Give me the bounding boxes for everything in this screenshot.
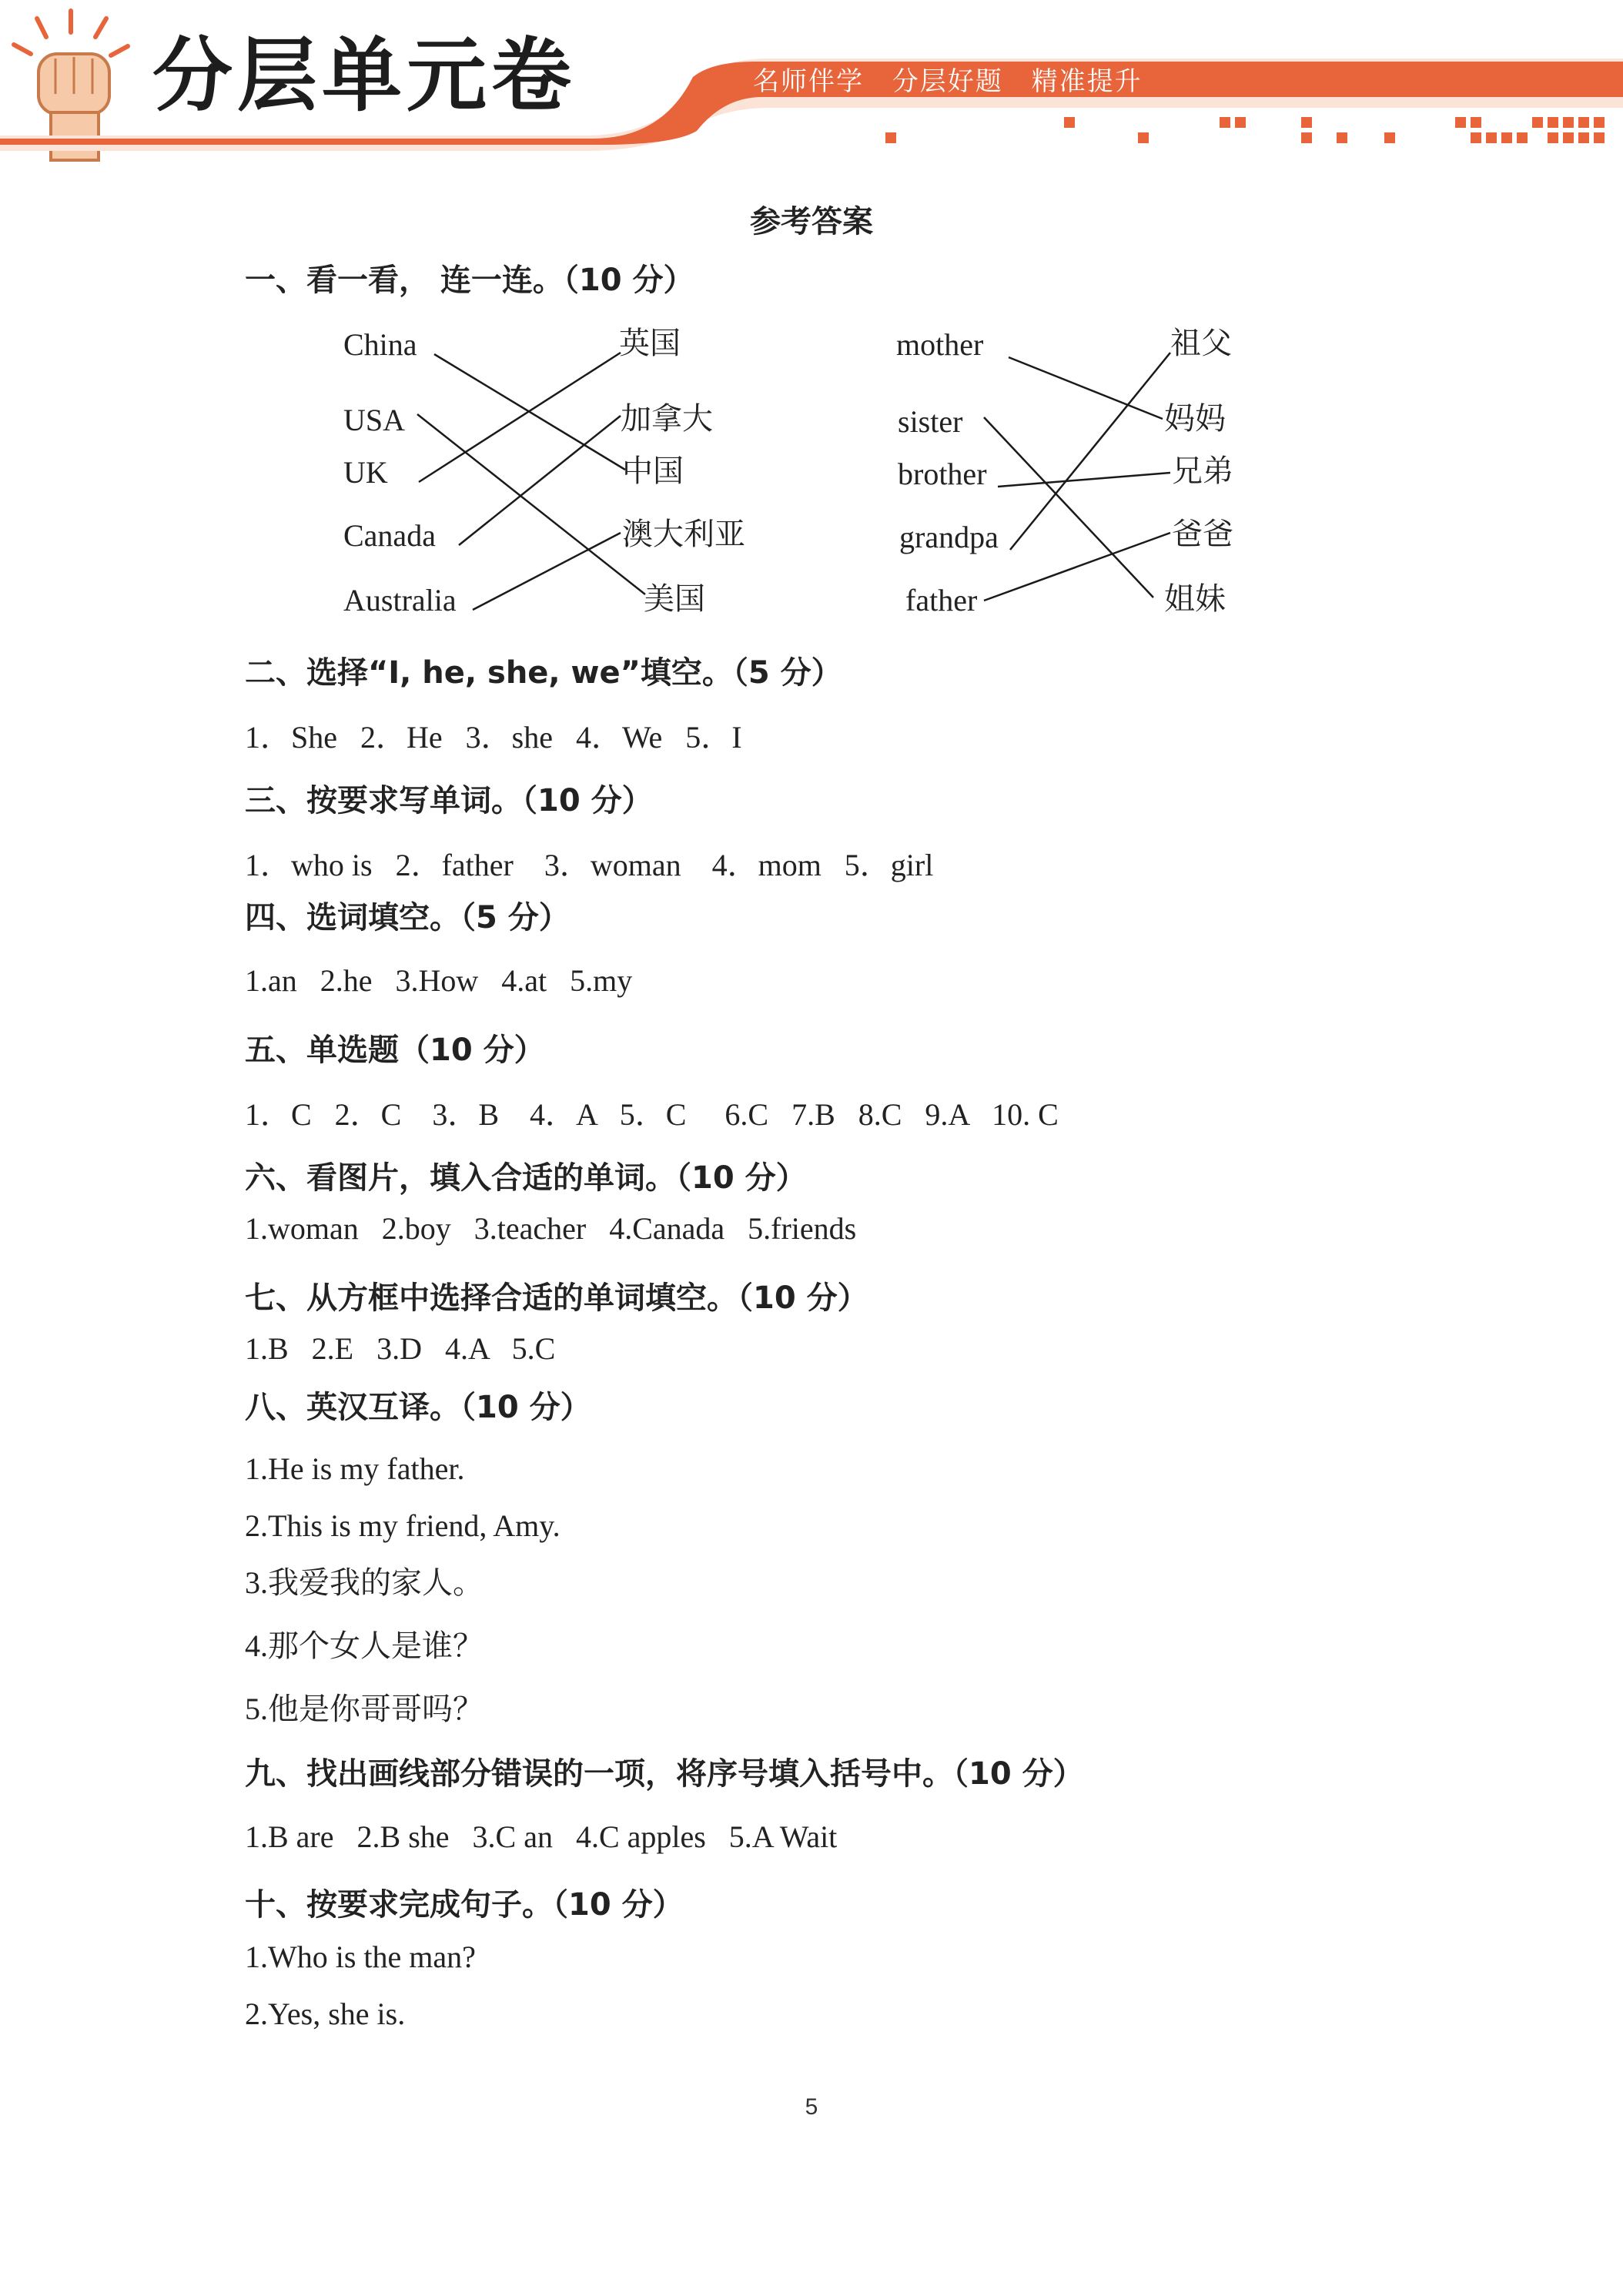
page-title: 参考答案 <box>750 204 873 239</box>
match-word: 兄弟 <box>1172 454 1233 489</box>
sentence-answer: 1.Who is the man? <box>245 1940 476 1974</box>
match-word: 爸爸 <box>1172 517 1233 552</box>
translation-answer: 1.He is my father. <box>245 1451 465 1486</box>
match-word: mother <box>896 327 984 362</box>
matching-lines <box>0 0 1623 693</box>
match-word: USA <box>343 403 406 437</box>
sentence-answer: 2.Yes, she is. <box>245 1996 406 2031</box>
match-word: 祖父 <box>1170 326 1232 361</box>
match-line <box>1010 353 1170 550</box>
match-word: brother <box>898 457 987 491</box>
section-9-heading: 九、找出画线部分错误的一项，将序号填入括号中。（10 分） <box>245 1756 1084 1792</box>
match-line <box>1009 357 1163 419</box>
match-word: grandpa <box>899 520 999 554</box>
section-10-heading: 十、按要求完成句子。（10 分） <box>245 1887 684 1923</box>
section-3-heading: 三、按要求写单词。（10 分） <box>245 783 653 818</box>
section-7-answers: 1.B 2.E 3.D 4.A 5.C <box>245 1331 556 1366</box>
match-line <box>473 533 621 610</box>
translation-answer: 3.我爱我的家人。 <box>245 1565 484 1600</box>
section-5-heading: 五、单选题（10 分） <box>245 1033 545 1068</box>
match-line <box>419 353 621 482</box>
section-2-heading: 二、选择“I, he, she, we”填空。（5 分） <box>245 655 842 691</box>
match-word: Canada <box>343 518 436 553</box>
section-5-answers: 1．C 2．C 3．B 4．A 5．C 6.C 7.B 8.C 9.A 10. C <box>245 1097 1059 1132</box>
section-4-heading: 四、选词填空。（5 分） <box>245 900 570 935</box>
brand-title: 分层单元卷 <box>152 28 577 122</box>
match-word: 英国 <box>619 326 681 361</box>
section-9-answers: 1.B are 2.B she 3.C an 4.C apples 5.A Wait <box>245 1819 838 1854</box>
section-6-answers: 1.woman 2.boy 3.teacher 4.Canada 5.friends <box>245 1211 857 1246</box>
match-word: 中国 <box>622 454 684 489</box>
match-line <box>984 533 1170 601</box>
section-7-heading: 七、从方框中选择合适的单词填空。（10 分） <box>245 1280 868 1316</box>
match-word: China <box>343 327 417 362</box>
match-word: 妈妈 <box>1164 401 1226 437</box>
translation-answer: 5.他是你哥哥吗？ <box>245 1692 484 1726</box>
section-1-heading: 一、看一看， 连一连。（10 分） <box>245 263 694 298</box>
match-line <box>998 473 1170 487</box>
match-word: father <box>905 583 978 618</box>
match-word: 澳大利亚 <box>622 517 745 552</box>
section-8-heading: 八、英汉互译。（10 分） <box>245 1390 591 1425</box>
match-word: sister <box>898 404 963 439</box>
match-line <box>459 416 621 545</box>
match-word: 加拿大 <box>621 401 713 437</box>
translation-answer: 2.This is my friend, Amy. <box>245 1508 561 1543</box>
section-3-answers: 1．who is 2．father 3．woman 4．mom 5．girl <box>245 848 934 882</box>
section-6-heading: 六、看图片，填入合适的单词。（10 分） <box>245 1160 807 1196</box>
match-word: UK <box>343 455 388 490</box>
translation-answer: 4.那个女人是谁？ <box>245 1628 484 1663</box>
match-word: 姐妹 <box>1164 581 1226 617</box>
section-2-answers: 1．She 2．He 3．she 4．We 5．I <box>245 720 742 755</box>
page-number: 5 <box>805 2094 818 2120</box>
section-4-answers: 1.an 2.he 3.How 4.at 5.my <box>245 963 633 998</box>
match-word: Australia <box>343 583 457 618</box>
header-slogan: 名师伴学 分层好题 精准提升 <box>753 66 1143 97</box>
match-line <box>417 414 645 594</box>
match-word: 美国 <box>644 581 705 617</box>
